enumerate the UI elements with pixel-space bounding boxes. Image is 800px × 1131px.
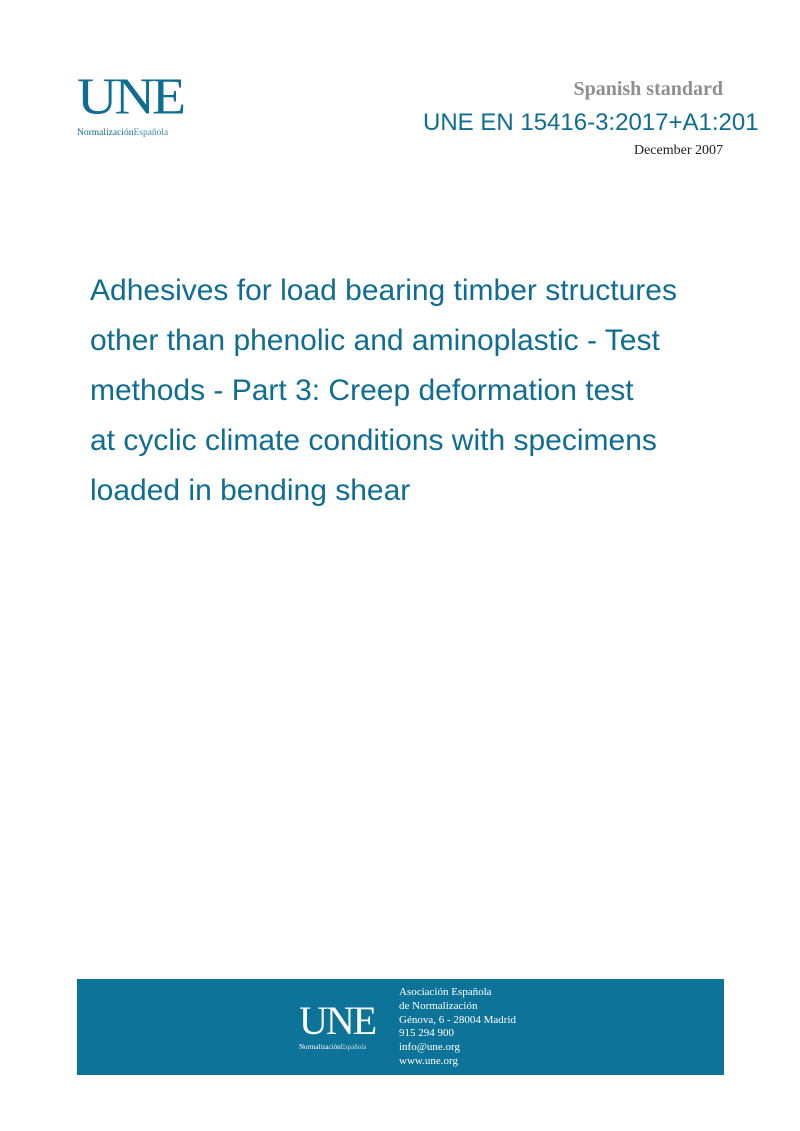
footer-logo bbox=[299, 998, 376, 1051]
phone-number: 915 294 900 bbox=[399, 1027, 454, 1040]
title-line: at cyclic climate conditions with specimens bbox=[90, 424, 657, 457]
footer-contact bbox=[399, 986, 516, 1069]
email-link[interactable]: info@une.org bbox=[399, 1041, 460, 1054]
une-logo bbox=[77, 68, 197, 138]
document-date: December 2007 bbox=[633, 143, 723, 158]
document-code: UNE EN 15416-3:2017+A1:201 bbox=[423, 109, 759, 136]
footer-logo-wordmark: UNE bbox=[299, 998, 376, 1043]
document-type: Spanish standard bbox=[573, 78, 723, 100]
organization-name-line1: Asociación Española bbox=[399, 986, 492, 998]
footer-logo-subtitle bbox=[299, 1043, 375, 1051]
title-line: Adhesives for load bearing timber structures bbox=[90, 274, 677, 307]
logo-subtitle-part2: Española bbox=[133, 128, 169, 138]
logo-subtitle-part1: Normalización bbox=[77, 128, 134, 138]
logo-subtitle bbox=[77, 128, 197, 138]
title-line: methods - Part 3: Creep deformation test bbox=[90, 374, 634, 407]
organization-name-line2: de Normalización bbox=[399, 999, 478, 1012]
footer-logo-subtitle-part2: Española bbox=[340, 1043, 367, 1051]
address: Génova, 6 - 28004 Madrid bbox=[399, 1013, 517, 1026]
title-line: other than phenolic and aminoplastic - Test bbox=[90, 324, 660, 357]
footer-logo-subtitle-part1: Normalización bbox=[299, 1043, 341, 1051]
logo-wordmark: UNE bbox=[77, 68, 184, 126]
footer-band bbox=[77, 979, 724, 1075]
document-title bbox=[90, 266, 730, 516]
website-link[interactable]: www.une.org bbox=[399, 1054, 458, 1067]
title-line: loaded in bending shear bbox=[90, 474, 411, 507]
